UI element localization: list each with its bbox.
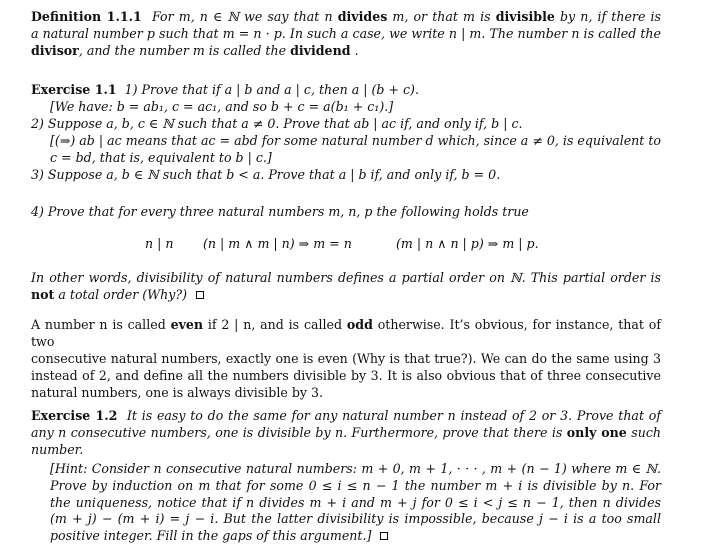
even-odd-line-3: instead of 2, and define all the numbers divisible by 3. It is also obvious that of three consecutive [31,367,661,383]
exercise-1-1-block [31,82,661,183]
even-odd-line-4: natural numbers, one is always divisible by 3. [31,384,324,400]
exercise-1-2-block [31,408,661,545]
exercise-1-1-label: Exercise 1.1 [31,82,117,97]
exercise-1-1-part-4-block [31,204,661,221]
partial-order-line-2: not a total order (Why?) [31,287,661,304]
exercise-1-2-line-2: any n consecutive numbers, one is divisible by n. Furthermore, prove that there is only one such [31,424,661,440]
even-odd-paragraph [31,317,661,402]
definition-block [31,9,661,60]
exercise-1-1-hint-1: [We have: b = ab₁, c = ac₁, and so b + c = a(b₁ + c₁).] [50,98,394,114]
formula-antisymmetric: (n | m ∧ m | n) ⇒ m = n [203,236,352,251]
exercise-1-2-hint-2: Prove by induction on m that for some 0 ≤ i ≤ n − 1 the number m + i is divisible by n. For [50,477,661,493]
partial-order-block [31,270,661,304]
definition-line-1: Definition 1.1.1 For m, n ∈ ℕ we say that n divides m, or that m is divisible by n, if there is [31,9,661,24]
exercise-1-1-part-3: 3) Suppose a, b ∈ ℕ such that b < a. Prove that a | b if, and only if, b = 0. [31,166,501,182]
exercise-1-2-hint-3: the uniqueness, notice that if n divides m + i and m + j for 0 ≤ i < j ≤ n − 1, then n divides [50,494,661,510]
exercise-1-1-hint-2b: c = bd, that is, equivalent to b | c.] [50,149,272,165]
exercise-1-2-label: Exercise 1.2 [31,408,118,423]
exercise-1-2-hint-5: positive integer. Fill in the gaps of this argument.] [31,528,661,545]
even-odd-line-2: consecutive natural numbers, exactly one is even (Why is that true?). We can do the same using 3 [31,350,661,366]
even-odd-line-1: A number n is called even if 2 | n, and is called odd otherwise. It’s obvious, for instance, that of two [31,317,661,349]
exercise-1-1-part-2: 2) Suppose a, b, c ∈ ℕ such that a ≠ 0. Prove that ab | ac if, and only if, b | c. [31,115,523,131]
exercise-1-1-hint-2a: [(⇒) ab | ac means that ac = abd for some natural number d which, since a ≠ 0, is equivalent to [50,132,661,148]
formula-transitive: (m | n ∧ n | p) ⇒ m | p. [396,236,539,251]
definition-line-2: a natural number p such that m = n · p. In such a case, we write n | m. The number n is called the [31,25,661,41]
exercise-1-1-part-1: Exercise 1.1 1) Prove that if a | b and a | c, then a | (b + c). [31,82,419,97]
exercise-1-2-hint-4: (m + j) − (m + i) = j − i. But the latter divisibility is impossible, because j − i is a too small [50,511,661,527]
formula-reflexive: n | n [145,236,174,251]
definition-line-3: divisor, and the number m is called the dividend . [31,42,359,58]
exercise-1-2-line-3: number. [31,441,84,457]
qed-square-icon [196,291,204,299]
exercise-1-2-line-1: Exercise 1.2 It is easy to do the same for any natural number n instead of 2 or 3. Prove that of [31,408,662,423]
exercise-1-2-hint-1: [Hint: Consider n consecutive natural numbers: m + 0, m + 1, · · · , m + (n − 1) where m ∈ ℕ. [50,460,661,476]
qed-square-icon [380,532,388,540]
exercise-1-1-part-4: 4) Prove that for every three natural numbers m, n, p the following holds true [31,204,529,219]
partial-order-line-1: In other words, divisibility of natural numbers defines a partial order on ℕ. This partial order is [31,270,661,285]
definition-label: Definition 1.1.1 [31,9,142,24]
